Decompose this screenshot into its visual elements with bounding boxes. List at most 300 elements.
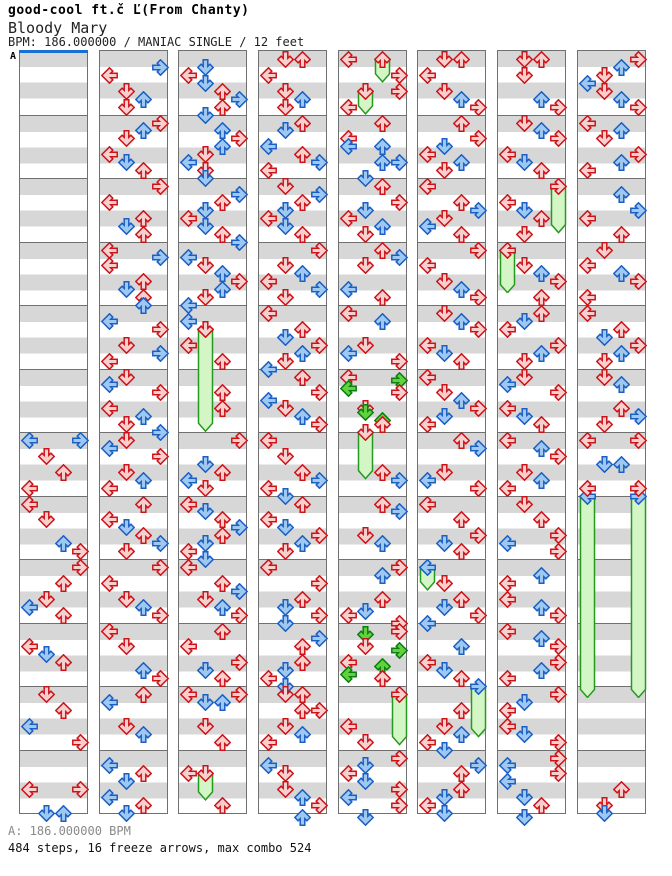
arrow-up-icon bbox=[294, 115, 311, 132]
arrow-up-icon bbox=[453, 281, 470, 298]
arrow-left-icon bbox=[499, 432, 516, 449]
arrow-down-icon bbox=[118, 416, 135, 433]
arrow-down-icon bbox=[118, 718, 135, 735]
arrow-up-icon bbox=[294, 226, 311, 243]
arrow-up-icon bbox=[453, 115, 470, 132]
arrow-down-icon bbox=[357, 226, 374, 243]
arrow-right-icon bbox=[311, 575, 328, 592]
arrow-down-icon bbox=[197, 146, 214, 163]
arrow-up-icon bbox=[294, 789, 311, 806]
arrow-down-icon bbox=[596, 416, 613, 433]
arrow-up-icon bbox=[453, 51, 470, 68]
arrow-right-icon bbox=[470, 400, 487, 417]
arrow-left-icon bbox=[419, 178, 436, 195]
arrow-up-icon bbox=[613, 265, 630, 282]
arrow-up-icon bbox=[135, 472, 152, 489]
arrow-right-icon bbox=[152, 321, 169, 338]
arrow-down-icon bbox=[436, 51, 453, 68]
arrow-up-icon bbox=[453, 91, 470, 108]
arrow-down-icon bbox=[118, 281, 135, 298]
arrow-down-icon bbox=[277, 257, 294, 274]
arrow-down-icon bbox=[197, 257, 214, 274]
arrow-left-icon bbox=[499, 757, 516, 774]
arrow-up-icon bbox=[613, 154, 630, 171]
arrow-up-icon bbox=[55, 575, 72, 592]
arrow-down-icon bbox=[277, 448, 294, 465]
arrow-left-icon bbox=[419, 218, 436, 235]
arrow-down-icon bbox=[436, 384, 453, 401]
arrow-down-icon bbox=[516, 353, 533, 370]
arrow-left-icon bbox=[260, 392, 277, 409]
arrow-left-icon bbox=[21, 718, 38, 735]
arrow-left-icon bbox=[340, 607, 357, 624]
arrow-left-icon bbox=[340, 138, 357, 155]
measure bbox=[20, 369, 87, 433]
arrow-up-icon bbox=[135, 765, 152, 782]
arrow-down-icon bbox=[277, 51, 294, 68]
arrow-down-icon bbox=[516, 694, 533, 711]
arrow-left-icon bbox=[260, 670, 277, 687]
arrow-left-icon bbox=[101, 257, 118, 274]
arrow-up-icon bbox=[453, 511, 470, 528]
arrow-left-icon bbox=[101, 400, 118, 417]
arrow-right-icon bbox=[391, 154, 408, 171]
arrow-up-icon bbox=[374, 464, 391, 481]
arrow-up-icon bbox=[214, 527, 231, 544]
arrow-up-icon bbox=[533, 662, 550, 679]
arrow-down-icon bbox=[118, 543, 135, 560]
arrow-right-icon bbox=[630, 432, 647, 449]
arrow-down-icon bbox=[596, 83, 613, 100]
arrow-down-icon bbox=[38, 448, 55, 465]
chart-column-6 bbox=[417, 50, 486, 814]
arrow-left-icon bbox=[419, 146, 436, 163]
freeze-head-left-arrow-icon bbox=[419, 559, 436, 576]
arrow-up-icon bbox=[453, 670, 470, 687]
chart-column-3 bbox=[178, 50, 247, 814]
arrow-up-icon bbox=[135, 210, 152, 227]
arrow-down-icon bbox=[197, 503, 214, 520]
arrow-right-icon bbox=[311, 416, 328, 433]
arrow-down-icon bbox=[197, 551, 214, 568]
arrow-down-icon bbox=[357, 257, 374, 274]
arrow-up-icon bbox=[533, 51, 550, 68]
arrow-right-icon bbox=[231, 686, 248, 703]
arrow-right-icon bbox=[231, 654, 248, 671]
arrow-left-icon bbox=[579, 480, 596, 497]
arrow-right-icon bbox=[550, 750, 567, 767]
arrow-up-icon bbox=[453, 702, 470, 719]
arrow-up-icon bbox=[374, 138, 391, 155]
arrow-up-icon bbox=[453, 353, 470, 370]
arrow-up-icon bbox=[135, 527, 152, 544]
arrow-left-icon bbox=[260, 480, 277, 497]
arrow-up-icon bbox=[453, 194, 470, 211]
arrow-up-icon bbox=[533, 797, 550, 814]
freeze-head-up-arrow-icon bbox=[374, 51, 391, 68]
arrow-right-icon bbox=[311, 630, 328, 647]
arrow-up-icon bbox=[294, 51, 311, 68]
arrow-down-icon bbox=[118, 83, 135, 100]
arrow-right-icon bbox=[470, 757, 487, 774]
arrow-down-icon bbox=[118, 773, 135, 790]
arrow-right-icon bbox=[391, 194, 408, 211]
arrow-right-icon bbox=[391, 781, 408, 798]
arrow-up-icon bbox=[533, 289, 550, 306]
arrow-down-icon bbox=[197, 170, 214, 187]
step-chart bbox=[0, 50, 672, 814]
arrow-left-icon bbox=[340, 765, 357, 782]
freeze-head-down-arrow-icon bbox=[357, 424, 374, 441]
arrow-down-icon bbox=[436, 210, 453, 227]
freeze-tail bbox=[630, 495, 647, 702]
arrow-right-icon bbox=[391, 384, 408, 401]
arrow-left-icon bbox=[579, 162, 596, 179]
arrow-left-icon bbox=[260, 511, 277, 528]
arrow-up-icon bbox=[533, 567, 550, 584]
arrow-down-icon bbox=[118, 130, 135, 147]
arrow-left-icon bbox=[101, 440, 118, 457]
arrow-up-icon bbox=[294, 91, 311, 108]
arrow-up-icon bbox=[374, 115, 391, 132]
arrow-down-icon bbox=[516, 154, 533, 171]
arrow-left-icon bbox=[499, 575, 516, 592]
arrow-left-icon bbox=[180, 686, 197, 703]
arrow-left-icon bbox=[180, 638, 197, 655]
arrow-up-icon bbox=[453, 781, 470, 798]
arrow-up-icon bbox=[214, 797, 231, 814]
arrow-right-icon bbox=[391, 353, 408, 370]
arrow-up-icon bbox=[135, 297, 152, 314]
arrow-right-icon bbox=[231, 186, 248, 203]
arrow-right-icon bbox=[391, 503, 408, 520]
arrow-down-icon bbox=[436, 273, 453, 290]
arrow-down-icon bbox=[516, 809, 533, 826]
arrow-up-icon bbox=[214, 400, 231, 417]
arrow-down-icon bbox=[357, 757, 374, 774]
arrow-left-icon bbox=[101, 242, 118, 259]
arrow-left-icon bbox=[180, 210, 197, 227]
arrow-down-icon bbox=[436, 599, 453, 616]
arrow-up-icon bbox=[533, 162, 550, 179]
arrow-up-icon bbox=[613, 321, 630, 338]
arrow-up-icon bbox=[55, 464, 72, 481]
arrow-right-icon bbox=[550, 654, 567, 671]
arrow-right-icon bbox=[470, 242, 487, 259]
arrow-up-icon bbox=[55, 805, 72, 822]
arrow-up-icon bbox=[613, 781, 630, 798]
arrow-up-icon bbox=[294, 194, 311, 211]
arrow-left-icon bbox=[180, 337, 197, 354]
arrow-right-icon bbox=[550, 130, 567, 147]
arrow-down-icon bbox=[277, 686, 294, 703]
arrow-up-icon bbox=[135, 686, 152, 703]
arrow-right-icon bbox=[550, 527, 567, 544]
arrow-down-icon bbox=[357, 202, 374, 219]
arrow-right-icon bbox=[470, 130, 487, 147]
freeze-head-down-arrow-icon bbox=[197, 765, 214, 782]
arrow-up-icon bbox=[533, 440, 550, 457]
arrow-right-icon bbox=[311, 281, 328, 298]
arrow-up-icon bbox=[374, 218, 391, 235]
arrow-down-icon bbox=[277, 488, 294, 505]
arrow-down-icon bbox=[436, 535, 453, 552]
measure bbox=[20, 51, 87, 115]
freeze-head-right-arrow-icon bbox=[550, 178, 567, 195]
arrow-right-icon bbox=[311, 702, 328, 719]
arrow-down-icon bbox=[436, 305, 453, 322]
arrow-down-icon bbox=[277, 289, 294, 306]
arrow-up-icon bbox=[374, 289, 391, 306]
arrow-down-icon bbox=[118, 99, 135, 116]
arrow-up-icon bbox=[533, 345, 550, 362]
arrow-down-icon bbox=[516, 67, 533, 84]
arrow-left-icon bbox=[499, 535, 516, 552]
arrow-down-icon bbox=[197, 107, 214, 124]
arrow-down-icon bbox=[277, 83, 294, 100]
arrow-up-icon bbox=[214, 623, 231, 640]
arrow-left-icon bbox=[499, 773, 516, 790]
arrow-right-icon bbox=[550, 273, 567, 290]
arrow-up-icon bbox=[453, 154, 470, 171]
arrow-down-icon bbox=[596, 353, 613, 370]
arrow-up-icon bbox=[374, 591, 391, 608]
arrow-left-icon bbox=[260, 559, 277, 576]
arrow-left-icon bbox=[260, 210, 277, 227]
arrow-up-icon bbox=[453, 226, 470, 243]
arrow-left-icon bbox=[419, 615, 436, 632]
arrow-right-icon bbox=[231, 519, 248, 536]
arrow-up-icon bbox=[214, 575, 231, 592]
arrow-down-icon bbox=[277, 329, 294, 346]
arrow-right-icon bbox=[391, 83, 408, 100]
arrow-down-icon bbox=[516, 789, 533, 806]
arrow-down-icon bbox=[38, 646, 55, 663]
arrow-left-icon bbox=[499, 146, 516, 163]
arrow-left-icon bbox=[499, 480, 516, 497]
arrow-right-icon bbox=[470, 321, 487, 338]
arrow-down-icon bbox=[118, 591, 135, 608]
arrow-right-icon bbox=[231, 432, 248, 449]
arrow-down-icon bbox=[38, 805, 55, 822]
arrow-down-icon bbox=[197, 718, 214, 735]
arrow-down-icon bbox=[118, 519, 135, 536]
arrow-down-icon bbox=[277, 781, 294, 798]
arrow-down-icon bbox=[596, 329, 613, 346]
chart-column-4 bbox=[258, 50, 327, 814]
arrow-up-icon bbox=[294, 265, 311, 282]
arrow-up-icon bbox=[135, 408, 152, 425]
arrow-left-icon bbox=[101, 376, 118, 393]
arrow-left-icon bbox=[340, 281, 357, 298]
arrow-down-icon bbox=[596, 67, 613, 84]
arrow-left-icon bbox=[21, 432, 38, 449]
arrow-up-icon bbox=[294, 686, 311, 703]
arrow-left-icon bbox=[260, 757, 277, 774]
arrow-down-icon bbox=[516, 313, 533, 330]
arrow-right-icon bbox=[550, 765, 567, 782]
arrow-left-icon bbox=[579, 75, 596, 92]
arrow-right-icon bbox=[311, 797, 328, 814]
arrow-right-icon bbox=[391, 67, 408, 84]
arrow-down-icon bbox=[436, 162, 453, 179]
arrow-up-icon bbox=[374, 567, 391, 584]
arrow-right-icon bbox=[311, 154, 328, 171]
arrow-up-icon bbox=[214, 464, 231, 481]
arrow-left-icon bbox=[499, 194, 516, 211]
arrow-right-icon bbox=[630, 408, 647, 425]
arrow-down-icon bbox=[197, 535, 214, 552]
arrow-up-icon bbox=[533, 210, 550, 227]
arrow-right-icon bbox=[152, 535, 169, 552]
section-marker-label: A bbox=[10, 51, 17, 62]
arrow-left-icon bbox=[101, 694, 118, 711]
arrow-left-icon bbox=[180, 472, 197, 489]
arrow-up-icon bbox=[214, 122, 231, 139]
arrow-up-icon bbox=[533, 265, 550, 282]
arrow-up-icon bbox=[533, 599, 550, 616]
arrow-left-icon bbox=[180, 154, 197, 171]
arrow-up-icon bbox=[214, 734, 231, 751]
arrow-down-icon bbox=[357, 734, 374, 751]
arrow-up-icon bbox=[453, 543, 470, 560]
arrow-up-icon bbox=[374, 496, 391, 513]
arrow-down-icon bbox=[118, 805, 135, 822]
arrow-right-icon bbox=[391, 797, 408, 814]
arrow-right-icon bbox=[311, 337, 328, 354]
arrow-left-icon bbox=[21, 599, 38, 616]
arrow-right-icon bbox=[311, 607, 328, 624]
arrow-down-icon bbox=[118, 218, 135, 235]
arrow-left-icon bbox=[101, 67, 118, 84]
arrow-left-icon bbox=[260, 67, 277, 84]
arrow-down-icon bbox=[357, 773, 374, 790]
arrow-left-icon bbox=[419, 797, 436, 814]
arrow-down-icon bbox=[516, 496, 533, 513]
arrow-down-icon bbox=[516, 226, 533, 243]
arrow-right-icon bbox=[630, 202, 647, 219]
arrow-down-icon bbox=[596, 369, 613, 386]
arrow-down-icon bbox=[197, 456, 214, 473]
arrow-down-icon bbox=[516, 464, 533, 481]
arrow-right-icon bbox=[311, 384, 328, 401]
arrow-up-icon bbox=[374, 313, 391, 330]
arrow-right-icon bbox=[391, 559, 408, 576]
arrow-down-icon bbox=[596, 130, 613, 147]
arrow-down-icon bbox=[118, 154, 135, 171]
arrow-left-icon bbox=[101, 353, 118, 370]
arrow-left-icon bbox=[180, 67, 197, 84]
arrow-down-icon bbox=[436, 345, 453, 362]
arrow-up-icon bbox=[135, 122, 152, 139]
arrow-right-icon bbox=[630, 51, 647, 68]
arrow-up-icon bbox=[533, 472, 550, 489]
arrow-down-icon bbox=[118, 369, 135, 386]
arrow-right-icon bbox=[152, 448, 169, 465]
arrow-up-icon bbox=[294, 464, 311, 481]
arrow-left-icon bbox=[579, 305, 596, 322]
arrow-right-icon bbox=[231, 607, 248, 624]
arrow-left-icon bbox=[419, 257, 436, 274]
arrow-left-icon bbox=[21, 480, 38, 497]
arrow-up-icon bbox=[613, 122, 630, 139]
arrow-right-icon bbox=[152, 345, 169, 362]
arrow-left-icon bbox=[340, 345, 357, 362]
arrow-up-icon bbox=[294, 591, 311, 608]
arrow-right-icon bbox=[152, 59, 169, 76]
arrow-up-icon bbox=[613, 400, 630, 417]
arrow-down-icon bbox=[357, 527, 374, 544]
measure bbox=[20, 178, 87, 242]
arrow-right-icon bbox=[470, 440, 487, 457]
arrow-right-icon bbox=[470, 99, 487, 116]
arrow-up-icon bbox=[453, 726, 470, 743]
arrow-down-icon bbox=[436, 83, 453, 100]
arrow-left-icon bbox=[180, 496, 197, 513]
arrow-left-icon bbox=[419, 654, 436, 671]
arrow-left-icon bbox=[340, 666, 357, 683]
arrow-right-icon bbox=[72, 781, 89, 798]
arrow-left-icon bbox=[260, 305, 277, 322]
arrow-down-icon bbox=[357, 170, 374, 187]
arrow-down-icon bbox=[516, 408, 533, 425]
arrow-right-icon bbox=[550, 638, 567, 655]
arrow-left-icon bbox=[419, 734, 436, 751]
arrow-left-icon bbox=[499, 321, 516, 338]
arrow-left-icon bbox=[419, 337, 436, 354]
arrow-right-icon bbox=[72, 559, 89, 576]
chart-column-2 bbox=[99, 50, 168, 814]
arrow-down-icon bbox=[197, 321, 214, 338]
arrow-right-icon bbox=[470, 607, 487, 624]
arrow-up-icon bbox=[374, 670, 391, 687]
arrow-up-icon bbox=[294, 146, 311, 163]
arrow-down-icon bbox=[436, 789, 453, 806]
arrow-up-icon bbox=[294, 726, 311, 743]
arrow-down-icon bbox=[436, 742, 453, 759]
arrow-up-icon bbox=[214, 281, 231, 298]
arrow-up-icon bbox=[214, 599, 231, 616]
arrow-up-icon bbox=[533, 630, 550, 647]
arrow-up-icon bbox=[533, 91, 550, 108]
arrow-right-icon bbox=[470, 202, 487, 219]
arrow-right-icon bbox=[630, 273, 647, 290]
freeze-head-right-arrow-icon bbox=[391, 686, 408, 703]
arrow-down-icon bbox=[436, 718, 453, 735]
arrow-up-icon bbox=[294, 702, 311, 719]
arrow-right-icon bbox=[630, 99, 647, 116]
arrow-left-icon bbox=[101, 194, 118, 211]
arrow-right-icon bbox=[550, 607, 567, 624]
arrow-left-icon bbox=[499, 591, 516, 608]
arrow-up-icon bbox=[374, 154, 391, 171]
arrow-left-icon bbox=[499, 623, 516, 640]
arrow-right-icon bbox=[550, 686, 567, 703]
arrow-left-icon bbox=[499, 670, 516, 687]
arrow-left-icon bbox=[101, 511, 118, 528]
arrow-up-icon bbox=[533, 122, 550, 139]
measure bbox=[20, 115, 87, 179]
arrow-up-icon bbox=[374, 242, 391, 259]
arrow-down-icon bbox=[277, 400, 294, 417]
arrow-down-icon bbox=[436, 138, 453, 155]
arrow-up-icon bbox=[374, 178, 391, 195]
arrow-down-icon bbox=[596, 242, 613, 259]
arrow-up-icon bbox=[214, 83, 231, 100]
arrow-up-icon bbox=[135, 162, 152, 179]
arrow-up-icon bbox=[214, 694, 231, 711]
arrow-up-icon bbox=[294, 809, 311, 826]
